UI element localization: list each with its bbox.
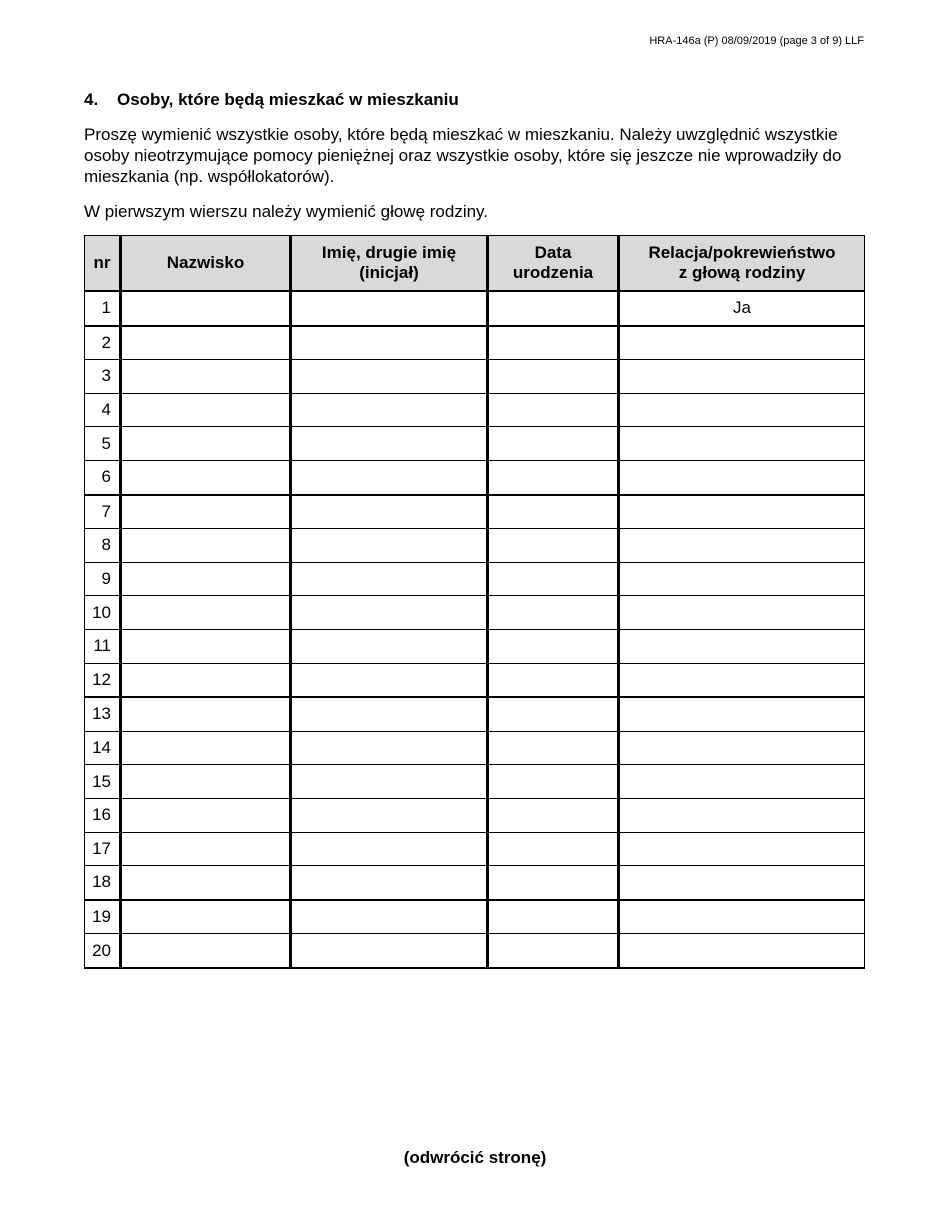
cell-last-name[interactable] bbox=[121, 495, 291, 529]
section-heading bbox=[84, 90, 459, 110]
cell-dob[interactable] bbox=[488, 562, 619, 596]
cell-last-name[interactable] bbox=[121, 765, 291, 799]
table-row bbox=[85, 529, 865, 563]
cell-last-name[interactable] bbox=[121, 934, 291, 968]
cell-dob[interactable] bbox=[488, 832, 619, 866]
cell-dob[interactable] bbox=[488, 460, 619, 494]
cell-relation[interactable] bbox=[619, 697, 865, 731]
cell-first-name[interactable] bbox=[291, 427, 488, 461]
col-header-dob-line1: Data bbox=[534, 243, 572, 262]
section-title: Osoby, które będą mieszkać w mieszkaniu bbox=[117, 90, 459, 109]
col-header-relation-line1: Relacja/pokrewieństwo bbox=[648, 243, 836, 262]
table-row bbox=[85, 393, 865, 427]
cell-first-name[interactable] bbox=[291, 765, 488, 799]
table-row bbox=[85, 596, 865, 630]
cell-first-name[interactable] bbox=[291, 866, 488, 900]
table-row bbox=[85, 765, 865, 799]
cell-relation[interactable] bbox=[619, 629, 865, 663]
cell-relation[interactable] bbox=[619, 765, 865, 799]
cell-last-name[interactable] bbox=[121, 629, 291, 663]
cell-relation[interactable] bbox=[619, 663, 865, 697]
col-header-first-name-line2: (inicjał) bbox=[359, 263, 419, 282]
table-row bbox=[85, 934, 865, 968]
table-row bbox=[85, 900, 865, 934]
col-header-relation-line2: z głową rodziny bbox=[678, 263, 806, 282]
cell-dob[interactable] bbox=[488, 529, 619, 563]
cell-last-name[interactable] bbox=[121, 697, 291, 731]
cell-nr: 18 bbox=[85, 866, 121, 900]
cell-relation[interactable] bbox=[619, 731, 865, 765]
cell-relation[interactable] bbox=[619, 326, 865, 360]
cell-nr: 13 bbox=[85, 697, 121, 731]
cell-dob[interactable] bbox=[488, 663, 619, 697]
cell-relation[interactable] bbox=[619, 460, 865, 494]
cell-first-name[interactable] bbox=[291, 529, 488, 563]
cell-dob[interactable] bbox=[488, 731, 619, 765]
cell-last-name[interactable] bbox=[121, 731, 291, 765]
cell-first-name[interactable] bbox=[291, 832, 488, 866]
cell-relation[interactable] bbox=[619, 427, 865, 461]
cell-nr: 5 bbox=[85, 427, 121, 461]
cell-relation[interactable] bbox=[619, 393, 865, 427]
cell-relation[interactable] bbox=[619, 832, 865, 866]
table-row bbox=[85, 291, 865, 326]
table-row bbox=[85, 697, 865, 731]
turn-page-note: (odwrócić stronę) bbox=[403, 1148, 547, 1167]
table-row bbox=[85, 731, 865, 765]
cell-relation[interactable] bbox=[619, 495, 865, 529]
col-header-relation bbox=[619, 236, 865, 292]
cell-dob[interactable] bbox=[488, 596, 619, 630]
cell-nr: 12 bbox=[85, 663, 121, 697]
cell-first-name[interactable] bbox=[291, 596, 488, 630]
cell-last-name[interactable] bbox=[121, 291, 291, 326]
table-row bbox=[85, 798, 865, 832]
table-row bbox=[85, 663, 865, 697]
cell-relation[interactable] bbox=[619, 562, 865, 596]
table-row bbox=[85, 360, 865, 394]
table-row bbox=[85, 562, 865, 596]
cell-first-name[interactable] bbox=[291, 900, 488, 934]
cell-nr: 20 bbox=[85, 934, 121, 968]
cell-relation[interactable] bbox=[619, 798, 865, 832]
table-row bbox=[85, 427, 865, 461]
cell-relation[interactable] bbox=[619, 596, 865, 630]
cell-first-name[interactable] bbox=[291, 663, 488, 697]
cell-nr: 1 bbox=[85, 291, 121, 326]
cell-first-name[interactable] bbox=[291, 697, 488, 731]
cell-dob[interactable] bbox=[488, 765, 619, 799]
col-header-last-name: Nazwisko bbox=[121, 236, 291, 292]
cell-relation[interactable] bbox=[619, 866, 865, 900]
cell-last-name[interactable] bbox=[121, 529, 291, 563]
cell-dob[interactable] bbox=[488, 393, 619, 427]
table-row bbox=[85, 866, 865, 900]
cell-relation[interactable] bbox=[619, 934, 865, 968]
cell-dob[interactable] bbox=[488, 866, 619, 900]
cell-first-name[interactable] bbox=[291, 495, 488, 529]
cell-first-name[interactable] bbox=[291, 291, 488, 326]
cell-nr: 2 bbox=[85, 326, 121, 360]
cell-dob[interactable] bbox=[488, 798, 619, 832]
cell-last-name[interactable] bbox=[121, 326, 291, 360]
cell-nr: 6 bbox=[85, 460, 121, 494]
cell-last-name[interactable] bbox=[121, 866, 291, 900]
household-members-table bbox=[84, 235, 865, 969]
cell-dob[interactable] bbox=[488, 291, 619, 326]
cell-last-name[interactable] bbox=[121, 393, 291, 427]
table-row bbox=[85, 495, 865, 529]
cell-first-name[interactable] bbox=[291, 562, 488, 596]
cell-relation[interactable] bbox=[619, 360, 865, 394]
col-header-dob-line2: urodzenia bbox=[512, 263, 594, 282]
cell-first-name[interactable] bbox=[291, 798, 488, 832]
cell-first-name[interactable] bbox=[291, 393, 488, 427]
cell-first-name[interactable] bbox=[291, 360, 488, 394]
cell-dob[interactable] bbox=[488, 934, 619, 968]
cell-nr: 15 bbox=[85, 765, 121, 799]
cell-nr: 10 bbox=[85, 596, 121, 630]
cell-first-name[interactable] bbox=[291, 460, 488, 494]
cell-nr: 16 bbox=[85, 798, 121, 832]
cell-nr: 7 bbox=[85, 495, 121, 529]
cell-last-name[interactable] bbox=[121, 798, 291, 832]
cell-nr: 14 bbox=[85, 731, 121, 765]
cell-dob[interactable] bbox=[488, 900, 619, 934]
cell-last-name[interactable] bbox=[121, 460, 291, 494]
table-row bbox=[85, 629, 865, 663]
cell-first-name[interactable] bbox=[291, 629, 488, 663]
cell-relation[interactable] bbox=[619, 900, 865, 934]
cell-dob[interactable] bbox=[488, 495, 619, 529]
cell-first-name[interactable] bbox=[291, 326, 488, 360]
col-header-nr: nr bbox=[85, 236, 121, 292]
cell-nr: 3 bbox=[85, 360, 121, 394]
form-code: HRA-146a (P) 08/09/2019 (page 3 of 9) LLF bbox=[649, 35, 864, 47]
table-body bbox=[85, 291, 865, 968]
cell-dob[interactable] bbox=[488, 697, 619, 731]
table-header-row bbox=[85, 236, 865, 292]
table-row bbox=[85, 460, 865, 494]
cell-nr: 8 bbox=[85, 529, 121, 563]
section-intro: Proszę wymienić wszystkie osoby, które będą mieszkać w mieszkaniu. Należy uwzględnić wszystkie osoby nieotrzymujące pomocy pieniężnej oraz wszystkie osoby, które się jeszcze nie wprowadziły do mieszkania (np. współlokatorów). bbox=[84, 125, 842, 186]
cell-relation[interactable]: Ja bbox=[619, 291, 865, 326]
cell-nr: 19 bbox=[85, 900, 121, 934]
cell-relation[interactable] bbox=[619, 529, 865, 563]
col-header-first-name-line1: Imię, drugie imię bbox=[321, 243, 457, 262]
cell-nr: 9 bbox=[85, 562, 121, 596]
cell-dob[interactable] bbox=[488, 360, 619, 394]
cell-last-name[interactable] bbox=[121, 832, 291, 866]
section-number: 4. bbox=[84, 90, 99, 109]
cell-nr: 11 bbox=[85, 629, 121, 663]
cell-last-name[interactable] bbox=[121, 663, 291, 697]
cell-last-name[interactable] bbox=[121, 360, 291, 394]
cell-nr: 17 bbox=[85, 832, 121, 866]
cell-last-name[interactable] bbox=[121, 596, 291, 630]
col-header-first-name bbox=[291, 236, 488, 292]
col-header-dob bbox=[488, 236, 619, 292]
section-note: W pierwszym wierszu należy wymienić głowę rodziny. bbox=[84, 202, 489, 221]
cell-first-name[interactable] bbox=[291, 731, 488, 765]
cell-last-name[interactable] bbox=[121, 562, 291, 596]
cell-last-name[interactable] bbox=[121, 427, 291, 461]
table-row bbox=[85, 326, 865, 360]
cell-nr: 4 bbox=[85, 393, 121, 427]
cell-dob[interactable] bbox=[488, 427, 619, 461]
cell-last-name[interactable] bbox=[121, 900, 291, 934]
table-row bbox=[85, 832, 865, 866]
cell-dob[interactable] bbox=[488, 629, 619, 663]
cell-first-name[interactable] bbox=[291, 934, 488, 968]
cell-dob[interactable] bbox=[488, 326, 619, 360]
